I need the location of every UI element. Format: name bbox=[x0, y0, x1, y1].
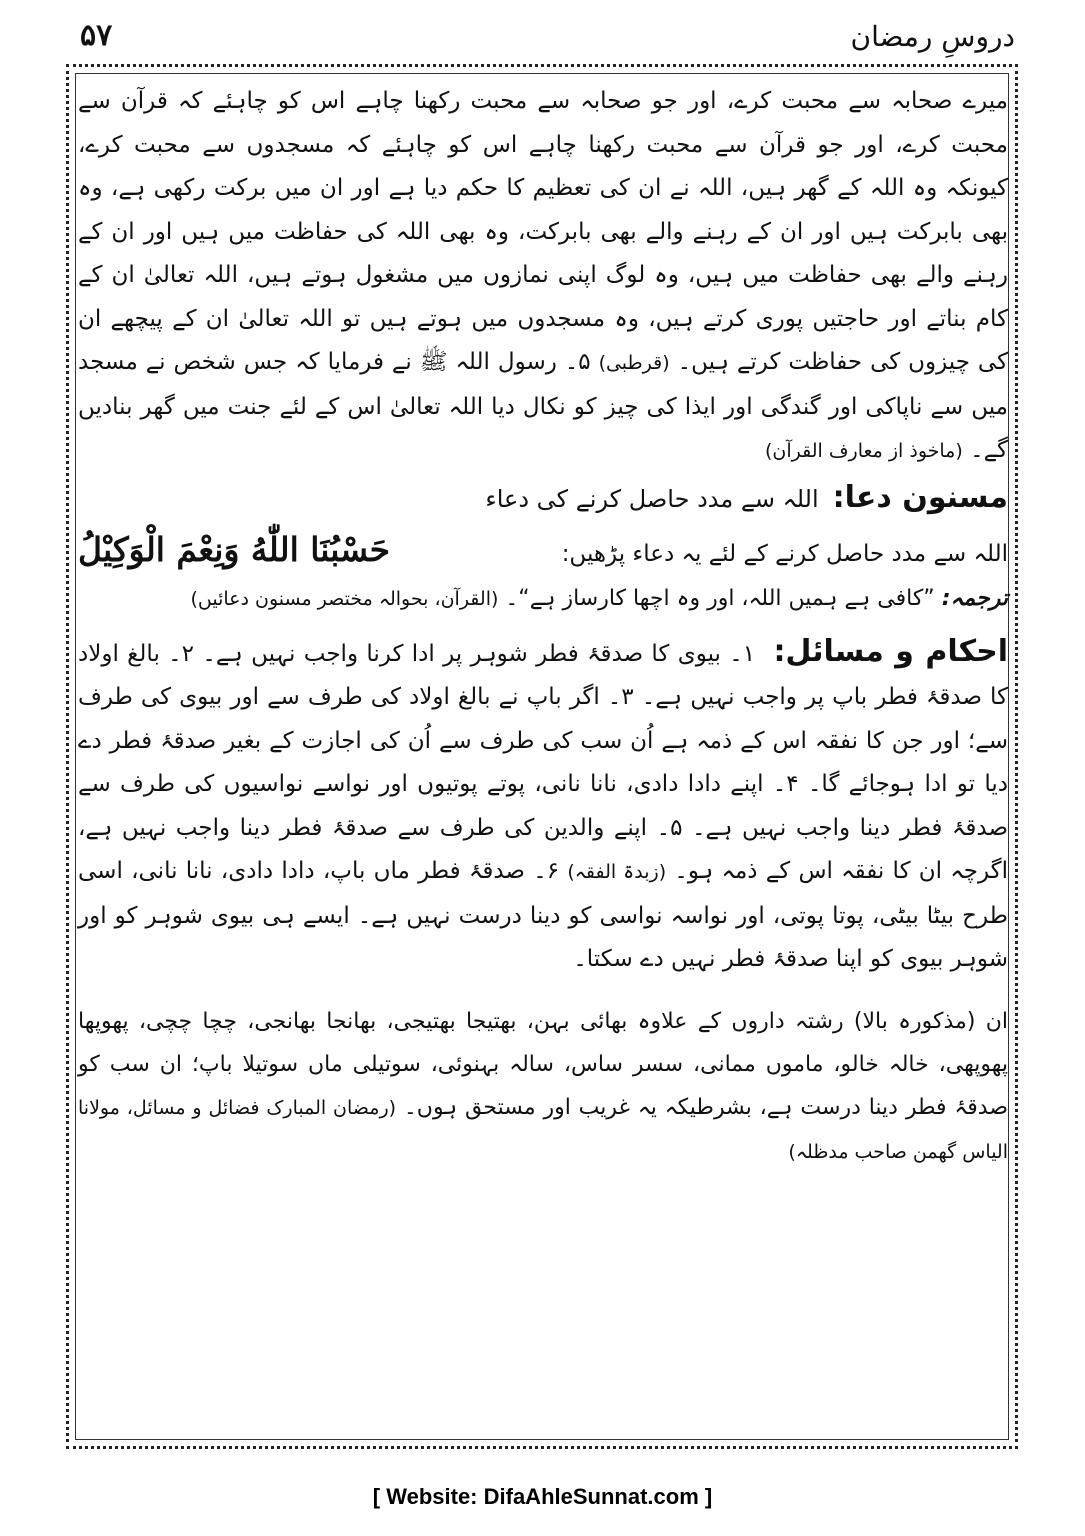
dua-instruction: اللہ سے مدد حاصل کرنے کے لئے یہ دعاء پڑھیں: bbox=[561, 540, 1008, 567]
ahkam-text: ۱۔ بیوی کا صدقۂ فطر شوہر پر ادا کرنا واجب نہیں ہے۔ ۲۔ بالغ اولاد کا صدقۂ فطر باپ پر واجب نہیں ہے۔ ۳۔ اگر باپ نے بالغ اولاد کی طرف سے اور بیوی کی طرف سے؛ اور جن کا نفقہ اس کے ذمہ ہے اُن سب کی طرف سے اُن کی اجازت کے بغیر صدقۂ فطر دے دیا تو ادا ہوجائے گا۔ ۴۔ اپنے دادا دادی، نانا نانی، پوتے پوتیوں اور نواسے نواسیوں کی طرف سے صدقۂ فطر دینا واجب نہیں ہے۔ ۵۔ اپنے والدین کی طرف سے صدقۂ فطر دینا واجب نہیں ہے، اگرچہ ان کا نفقہ اس کے ذمہ ہو۔ bbox=[78, 640, 1009, 884]
intro-paragraph bbox=[78, 80, 1008, 474]
ahkam-paragraph bbox=[78, 630, 1008, 982]
dua-subheading: اللہ سے مدد حاصل کرنے کی دعاء bbox=[485, 484, 819, 513]
note-paragraph bbox=[78, 1000, 1008, 1174]
dua-heading: مسنون دعا: bbox=[832, 479, 1008, 515]
ahkam-text-2: ۶۔ صدقۂ فطر ماں باپ، دادا دادی، نانا نانی، اسی طرح بیٹا بیٹی، پوتا پوتی، اور نواسہ نواسی کو دینا درست نہیں ہے۔ ایسے ہی بیوی شوہر کو اور شوہر بیوی کو اپنا صدقۂ فطر نہیں دے سکتا۔ bbox=[78, 858, 1008, 972]
intro-text: میرے صحابہ سے محبت کرے، اور جو صحابہ سے محبت رکھنا چاہے اس کو چاہئے کہ قرآن سے محبت کرے، اور جو قرآن سے محبت رکھنا چاہے اس کو چاہئے کہ مسجدوں سے محبت کرے، کیونکہ وہ اللہ کے گھر ہیں، اللہ نے ان کی تعظیم کا حکم دیا ہے اور ان میں برکت رکھی ہے، وہ بھی بابرکت ہیں اور ان کے رہنے والے بھی بابرکت، وہ بھی اللہ کی حفاظت میں ہیں اور ان کے رہنے والے بھی حفاظت میں ہیں، وہ لوگ اپنی نمازوں میں مشغول ہوتے ہیں، اللہ تعالیٰ ان کے کام بناتے اور حاجتیں پوری کرتے ہیں، وہ مسجدوں میں ہوتے ہیں تو اللہ تعالیٰ ان کے پیچھے ان کی چیزوں کی حفاظت کرتے ہیں۔ bbox=[78, 88, 1009, 375]
intro-ref-qurtubi: (قرطبی) bbox=[598, 352, 670, 374]
dua-arabic: حَسْبُنَا اللّٰهُ وَنِعْمَ الْوَكِيْلُ bbox=[78, 529, 391, 569]
book-title: دروسِ رمضان bbox=[850, 20, 1015, 53]
translation-label: ترجمہ: bbox=[941, 585, 1008, 611]
page-number: ۵۷ bbox=[80, 18, 113, 53]
ahkam-heading: احکام و مسائل: bbox=[773, 633, 1009, 669]
translation-line bbox=[78, 586, 1008, 630]
note-text: ان (مذکورہ بالا) رشتہ داروں کے علاوہ بھائی بہن، بھتیجا بھتیجی، بھانجا بھانجی، چچا چچی، پھوپھا پھوپھی، خالہ خالو، ماموں ممانی، سسر ساس، سالہ بہنوئی، سوتیلی ماں سوتیلا باپ؛ ان سب کو صدقۂ فطر دینا درست ہے، بشرطیکہ یہ غریب اور مستحق ہوں۔ bbox=[78, 1008, 1008, 1120]
translation-ref: (القرآن، بحوالہ مختصر مسنون دعائیں) bbox=[190, 587, 499, 610]
page-header bbox=[70, 18, 1020, 60]
intro-text-2: ۵۔ رسول اللہ ﷺ نے فرمایا کہ جس شخص نے مسجد میں سے ناپاکی اور گندگی اور ایذا کی چیز کو نکال دیا اللہ تعالیٰ اس کے لئے جنت میں گھر بنادیں گے۔ bbox=[78, 349, 1008, 463]
translation-text: ”کافی ہے ہمیں اللہ، اور وہ اچھا کارساز ہے“۔ bbox=[505, 585, 935, 611]
intro-ref-maarif: (ماخوذ از معارف القرآن) bbox=[764, 440, 963, 462]
dua-heading-line bbox=[78, 480, 1008, 530]
page-content bbox=[78, 80, 1008, 1174]
website-footer: [ Website: DifaAhleSunnat.com ] bbox=[372, 1484, 713, 1509]
note-ref: (رمضان المبارک فضائل و مسائل، مولانا الیاس گھمن صاحب مدظلہ) bbox=[78, 1096, 1008, 1163]
dua-line bbox=[78, 530, 1008, 586]
ahkam-ref: (زبدۃ الفقہ) bbox=[567, 861, 667, 883]
